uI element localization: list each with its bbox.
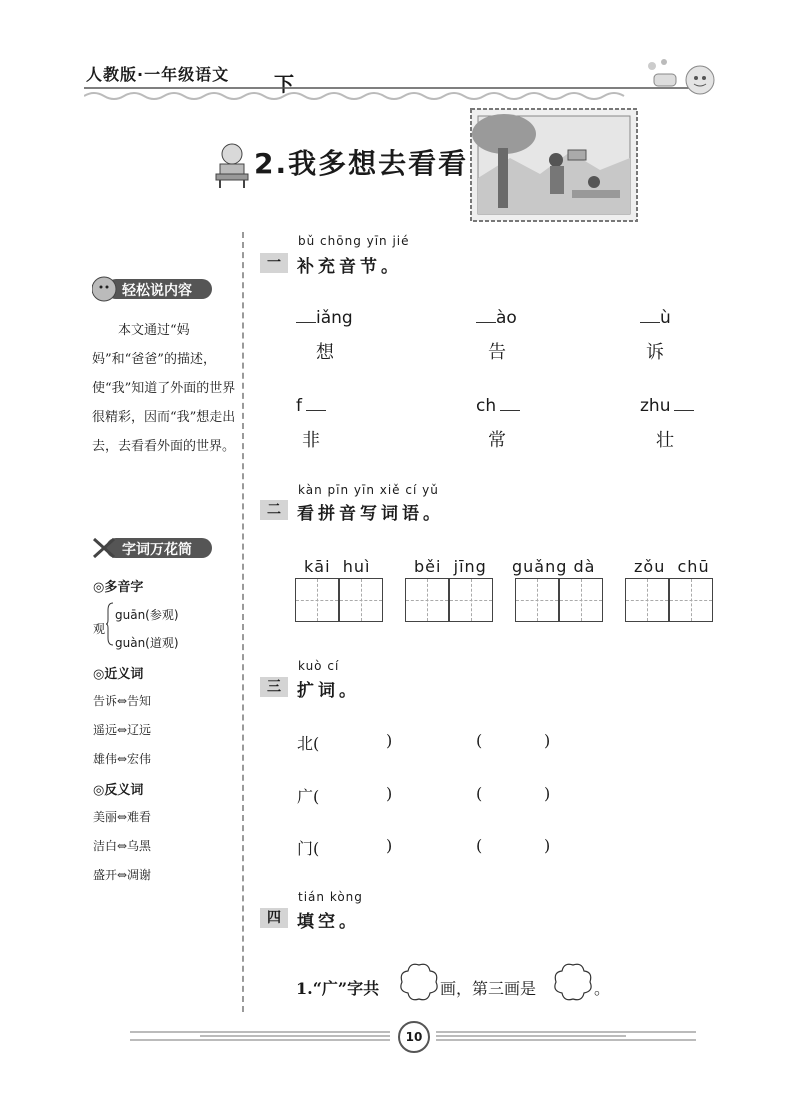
antonym-item: 盛开⇔凋谢: [93, 868, 152, 882]
writing-box[interactable]: [295, 578, 339, 622]
content-badge: [92, 276, 214, 302]
writing-box[interactable]: [449, 578, 493, 622]
polyphone-heading: ◎多音字: [93, 580, 144, 595]
fill-question-part: 。: [594, 979, 611, 998]
section-pinyin: bǔ chōng yīn jié: [298, 234, 410, 248]
antonym-item: 美丽⇔难看: [93, 810, 152, 824]
word-pinyin: zǒu chū: [634, 557, 710, 576]
expand-close: ): [386, 784, 393, 803]
column-divider: [242, 232, 244, 1012]
syllable-blank[interactable]: zhu: [640, 396, 694, 416]
word-pinyin: kāi huì: [304, 557, 371, 576]
word-pinyin: běi jīng: [414, 557, 487, 576]
section-label: 补充音节。: [297, 257, 402, 277]
polyphone-char: 观: [93, 622, 106, 636]
synonym-item: 遥远⇔辽远: [93, 723, 152, 737]
expand-prompt: 广(: [297, 787, 320, 806]
antonym-heading: ◎反义词: [93, 783, 144, 798]
polyphone-reading: guān(参观): [115, 608, 179, 622]
syllable-char: 告: [488, 342, 506, 363]
expand-close: ): [544, 731, 551, 750]
flower-blank-icon[interactable]: [552, 962, 594, 1002]
reading-boy-icon: [214, 140, 250, 188]
expand-open: (: [476, 836, 483, 855]
expand-answer-blank[interactable]: [320, 730, 380, 752]
syllable-blank[interactable]: f: [296, 396, 326, 416]
polyphone-reading: guàn(道观): [115, 636, 179, 650]
lesson-illustration: [470, 108, 638, 222]
syllable-char: 非: [302, 430, 320, 451]
header-rule: [84, 84, 702, 102]
syllable-blank[interactable]: ù: [640, 308, 671, 328]
expand-close: ): [386, 836, 393, 855]
fill-question-part: 画，第三画是: [440, 979, 537, 998]
expand-answer-blank[interactable]: [320, 835, 380, 857]
expand-open: (: [476, 784, 483, 803]
word-pinyin: guǎng dà: [512, 557, 596, 576]
expand-open: (: [476, 731, 483, 750]
syllable-blank[interactable]: iǎng: [296, 308, 353, 328]
section-pinyin: kuò cí: [298, 659, 340, 673]
expand-answer-blank[interactable]: [488, 783, 540, 805]
writing-box[interactable]: [339, 578, 383, 622]
syllable-char: 常: [488, 430, 506, 451]
writing-box[interactable]: [625, 578, 669, 622]
expand-answer-blank[interactable]: [488, 835, 540, 857]
expand-close: ): [544, 784, 551, 803]
brace-icon: [106, 602, 114, 646]
writing-box[interactable]: [559, 578, 603, 622]
synonym-item: 告诉⇔告知: [93, 694, 152, 708]
section-number: 一: [260, 253, 288, 273]
section-pinyin: tián kòng: [298, 890, 363, 904]
expand-prompt: 北(: [297, 734, 320, 753]
vocab-badge: [92, 535, 214, 561]
expand-close: ): [386, 731, 393, 750]
header-series: 人教版·一年级语文: [86, 65, 230, 84]
section-label: 看拼音写词语。: [297, 504, 444, 524]
syllable-char: 想: [316, 342, 334, 363]
header-volume: 下: [274, 72, 294, 96]
vocab-badge-label: 字词万花筒: [122, 542, 192, 558]
expand-close: ): [544, 836, 551, 855]
synonym-heading: ◎近义词: [93, 667, 144, 682]
writing-box[interactable]: [669, 578, 713, 622]
lesson-title: 2.我多想去看看: [254, 147, 469, 180]
expand-answer-blank[interactable]: [320, 783, 380, 805]
content-badge-label: 轻松说内容: [122, 283, 192, 299]
summary-text: 本文通过“妈妈”和“爸爸”的描述，使“我”知道了外面的世界很精彩，因而“我”想走出去，去看看外面的世界。: [92, 323, 236, 454]
header-cartoon-icon: [644, 56, 724, 100]
section-pinyin: kàn pīn yīn xiě cí yǔ: [298, 483, 439, 497]
flower-blank-icon[interactable]: [398, 962, 440, 1002]
syllable-char: 壮: [656, 430, 674, 451]
section-number: 三: [260, 677, 288, 697]
section-number: 二: [260, 500, 288, 520]
section-label: 填空。: [297, 912, 360, 932]
expand-prompt: 门(: [297, 839, 320, 858]
writing-box[interactable]: [515, 578, 559, 622]
antonym-item: 洁白⇔乌黑: [93, 839, 152, 853]
expand-answer-blank[interactable]: [488, 730, 540, 752]
section-number: 四: [260, 908, 288, 928]
page-number: 10: [398, 1021, 430, 1053]
syllable-blank[interactable]: ch: [476, 396, 520, 416]
writing-box[interactable]: [405, 578, 449, 622]
syllable-char: 诉: [646, 342, 664, 363]
fill-question-part: 1.“广”字共: [296, 979, 380, 998]
syllable-blank[interactable]: ào: [476, 308, 517, 328]
synonym-item: 雄伟⇔宏伟: [93, 752, 152, 766]
section-label: 扩词。: [297, 681, 360, 701]
